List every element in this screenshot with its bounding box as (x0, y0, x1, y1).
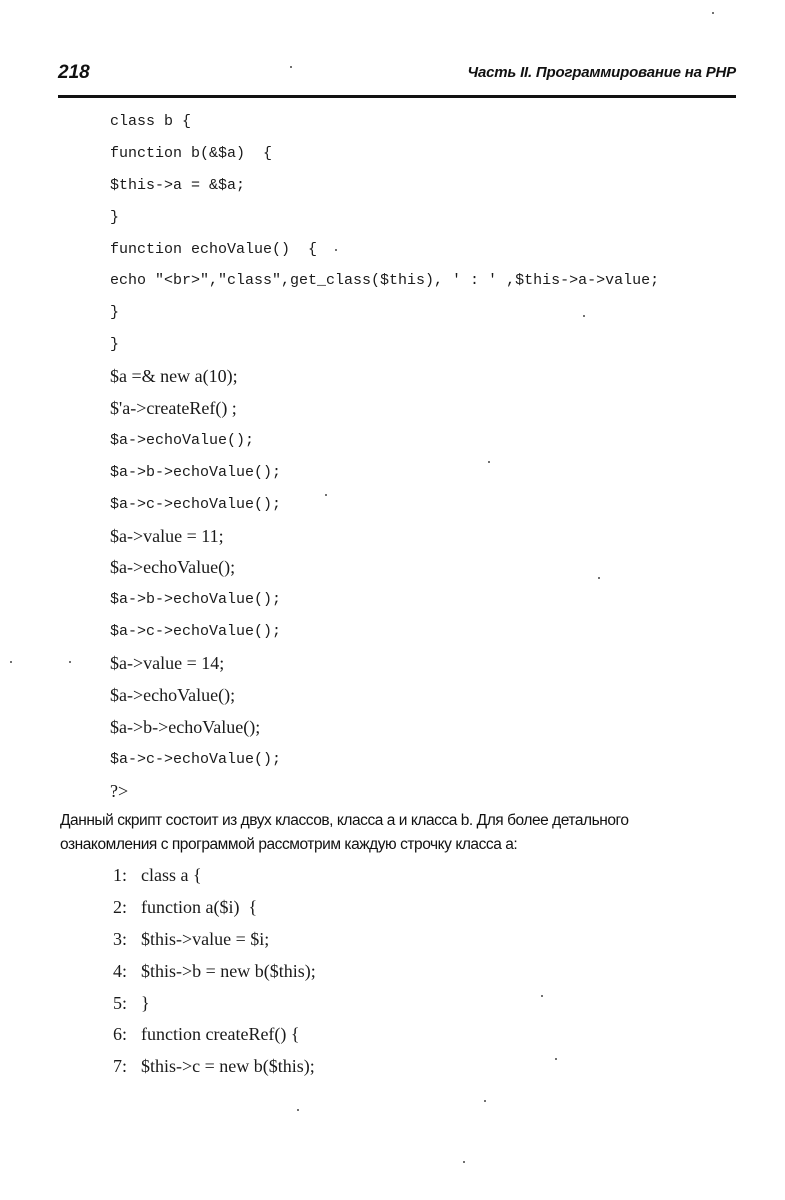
line-code: function createRef() { (141, 1024, 300, 1045)
scan-speck (463, 1161, 465, 1163)
scan-speck (335, 249, 337, 251)
code-line: class b { (110, 113, 192, 130)
code-line: $a =& new a(10); (110, 366, 238, 387)
line-number: 5: (113, 992, 128, 1013)
page-header (58, 62, 736, 92)
line-code: $this->b = new b($this); (141, 960, 316, 981)
code-line: $a->value = 11; (110, 525, 224, 546)
line-number: 1: (113, 865, 128, 885)
scan-speck (484, 1100, 486, 1102)
code-line: $a->c->echoValue(); (110, 495, 282, 513)
code-line: $a->value = 14; (110, 653, 225, 674)
code-line: $a->b->echoValue(); (110, 591, 282, 609)
code-line: $'a->createRef() ; (110, 398, 237, 419)
body-paragraph (60, 809, 750, 857)
paragraph-line: Данный скрипт состоит из двух классов, класса a и класса b. Для более детального (60, 812, 629, 829)
numbered-code-line (113, 988, 713, 1020)
line-number: 3: (113, 928, 128, 949)
code-line: $a->echoValue(); (110, 557, 236, 578)
running-title: Часть II. Программирование на PHP (467, 64, 736, 81)
code-line: } (110, 304, 120, 322)
line-number: 4: (113, 960, 128, 981)
line-code: class a { (141, 865, 202, 885)
code-line: $a->b->echoValue(); (110, 716, 261, 737)
numbered-code-line (113, 892, 713, 924)
code-line: } (110, 208, 120, 226)
code-line: $a->echoValue(); (110, 685, 236, 706)
scan-speck (598, 577, 600, 579)
scan-speck (583, 315, 585, 317)
scan-speck (290, 66, 292, 68)
code-line: ?> (110, 780, 129, 801)
numbered-code-line (113, 924, 713, 956)
code-line: $a->b->echoValue(); (110, 463, 282, 481)
code-line: function b(&$a) { (110, 144, 273, 162)
line-number: 7: (113, 1056, 128, 1077)
scan-speck (297, 1109, 299, 1111)
page-number: 218 (58, 62, 90, 83)
line-code: } (141, 992, 150, 1013)
header-rule (58, 95, 736, 98)
line-code: $this->c = new b($this); (141, 1056, 315, 1077)
code-line: $a->echoValue(); (110, 431, 255, 449)
numbered-code-line (113, 1019, 713, 1051)
scan-speck (10, 661, 12, 663)
numbered-code-line (113, 956, 713, 988)
line-number: 6: (113, 1024, 128, 1045)
code-line: function echoValue() { (110, 240, 318, 258)
paragraph-line: ознакомления с программой рассмотрим каждую строчку класса a: (60, 836, 518, 853)
line-code: $this->value = $i; (141, 928, 270, 949)
scan-speck (541, 995, 543, 997)
code-line: $this->a = &$a; (110, 176, 246, 194)
code-line: $a->c->echoValue(); (110, 623, 282, 641)
scan-speck (555, 1058, 557, 1060)
line-number: 2: (113, 896, 128, 917)
scan-speck (69, 661, 71, 663)
code-line: } (110, 336, 120, 354)
numbered-code-line (113, 1051, 713, 1083)
code-line: $a->c->echoValue(); (110, 750, 282, 768)
line-code: function a($i) { (141, 896, 258, 917)
code-line: echo "<br>","class",get_class($this), ' : ' ,$this->a->value; (110, 272, 660, 290)
numbered-code-line (113, 860, 713, 892)
scan-speck (325, 494, 327, 496)
numbered-code-listing (113, 860, 713, 1083)
code-listing (110, 106, 750, 808)
scan-speck (488, 461, 490, 463)
scan-speck (712, 12, 714, 14)
